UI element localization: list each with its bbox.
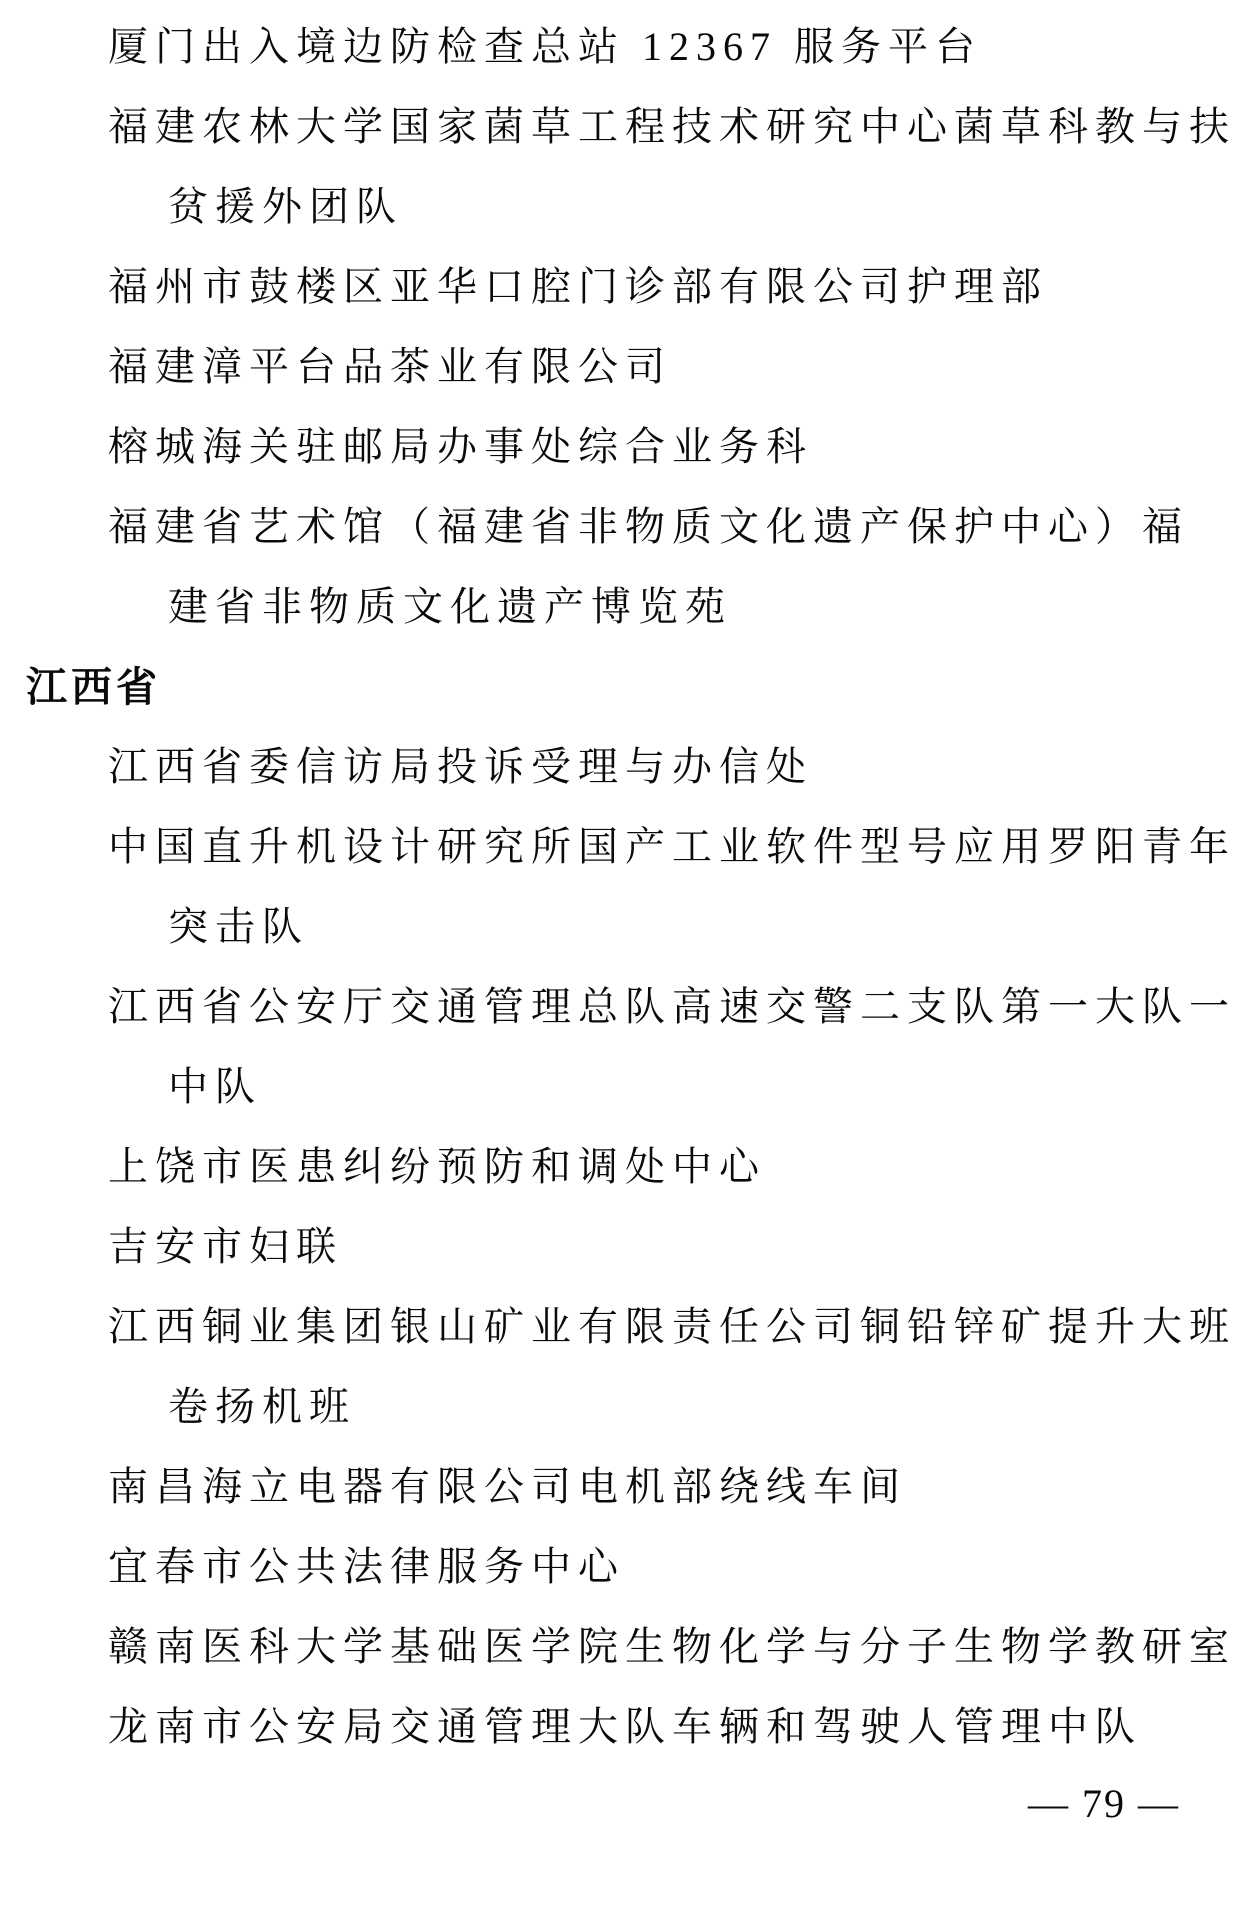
- entry-line: 中国直升机设计研究所国产工业软件型号应用罗阳青年: [108, 824, 1236, 869]
- entry-line: 福建农林大学国家菌草工程技术研究中心菌草科教与扶: [108, 104, 1236, 149]
- entry-line: 赣南医科大学基础医学院生物化学与分子生物学教研室: [108, 1624, 1236, 1669]
- entry-line: 龙南市公安局交通管理大队车辆和驾驶人管理中队: [108, 1704, 1142, 1749]
- entry-line: 江西省委信访局投诉受理与办信处: [108, 744, 813, 789]
- entry-continuation-line: 建省非物质文化遗产博览苑: [168, 584, 732, 629]
- section-heading: 江西省: [26, 664, 161, 710]
- page-number: — 79 —: [1028, 1781, 1180, 1826]
- entry-line: 榕城海关驻邮局办事处综合业务科: [108, 424, 813, 469]
- entry-line: 福建漳平台品茶业有限公司: [108, 344, 672, 389]
- entry-line: 南昌海立电器有限公司电机部绕线车间: [108, 1464, 907, 1509]
- entry-continuation-line: 贫援外团队: [168, 184, 403, 229]
- entry-line: 江西省公安厅交通管理总队高速交警二支队第一大队一: [108, 984, 1236, 1029]
- entry-line: 吉安市妇联: [108, 1224, 343, 1269]
- entry-line: 福建省艺术馆（福建省非物质文化遗产保护中心）福: [108, 504, 1189, 549]
- entry-line: 上饶市医患纠纷预防和调处中心: [108, 1144, 766, 1189]
- entry-line: 宜春市公共法律服务中心: [108, 1544, 625, 1589]
- entry-line: 江西铜业集团银山矿业有限责任公司铜铅锌矿提升大班: [108, 1304, 1236, 1349]
- entry-line: 厦门出入境边防检查总站 12367 服务平台: [108, 24, 982, 69]
- entry-continuation-line: 突击队: [168, 904, 309, 949]
- entry-continuation-line: 中队: [168, 1064, 262, 1109]
- entry-line: 福州市鼓楼区亚华口腔门诊部有限公司护理部: [108, 264, 1048, 309]
- entry-continuation-line: 卷扬机班: [168, 1384, 356, 1429]
